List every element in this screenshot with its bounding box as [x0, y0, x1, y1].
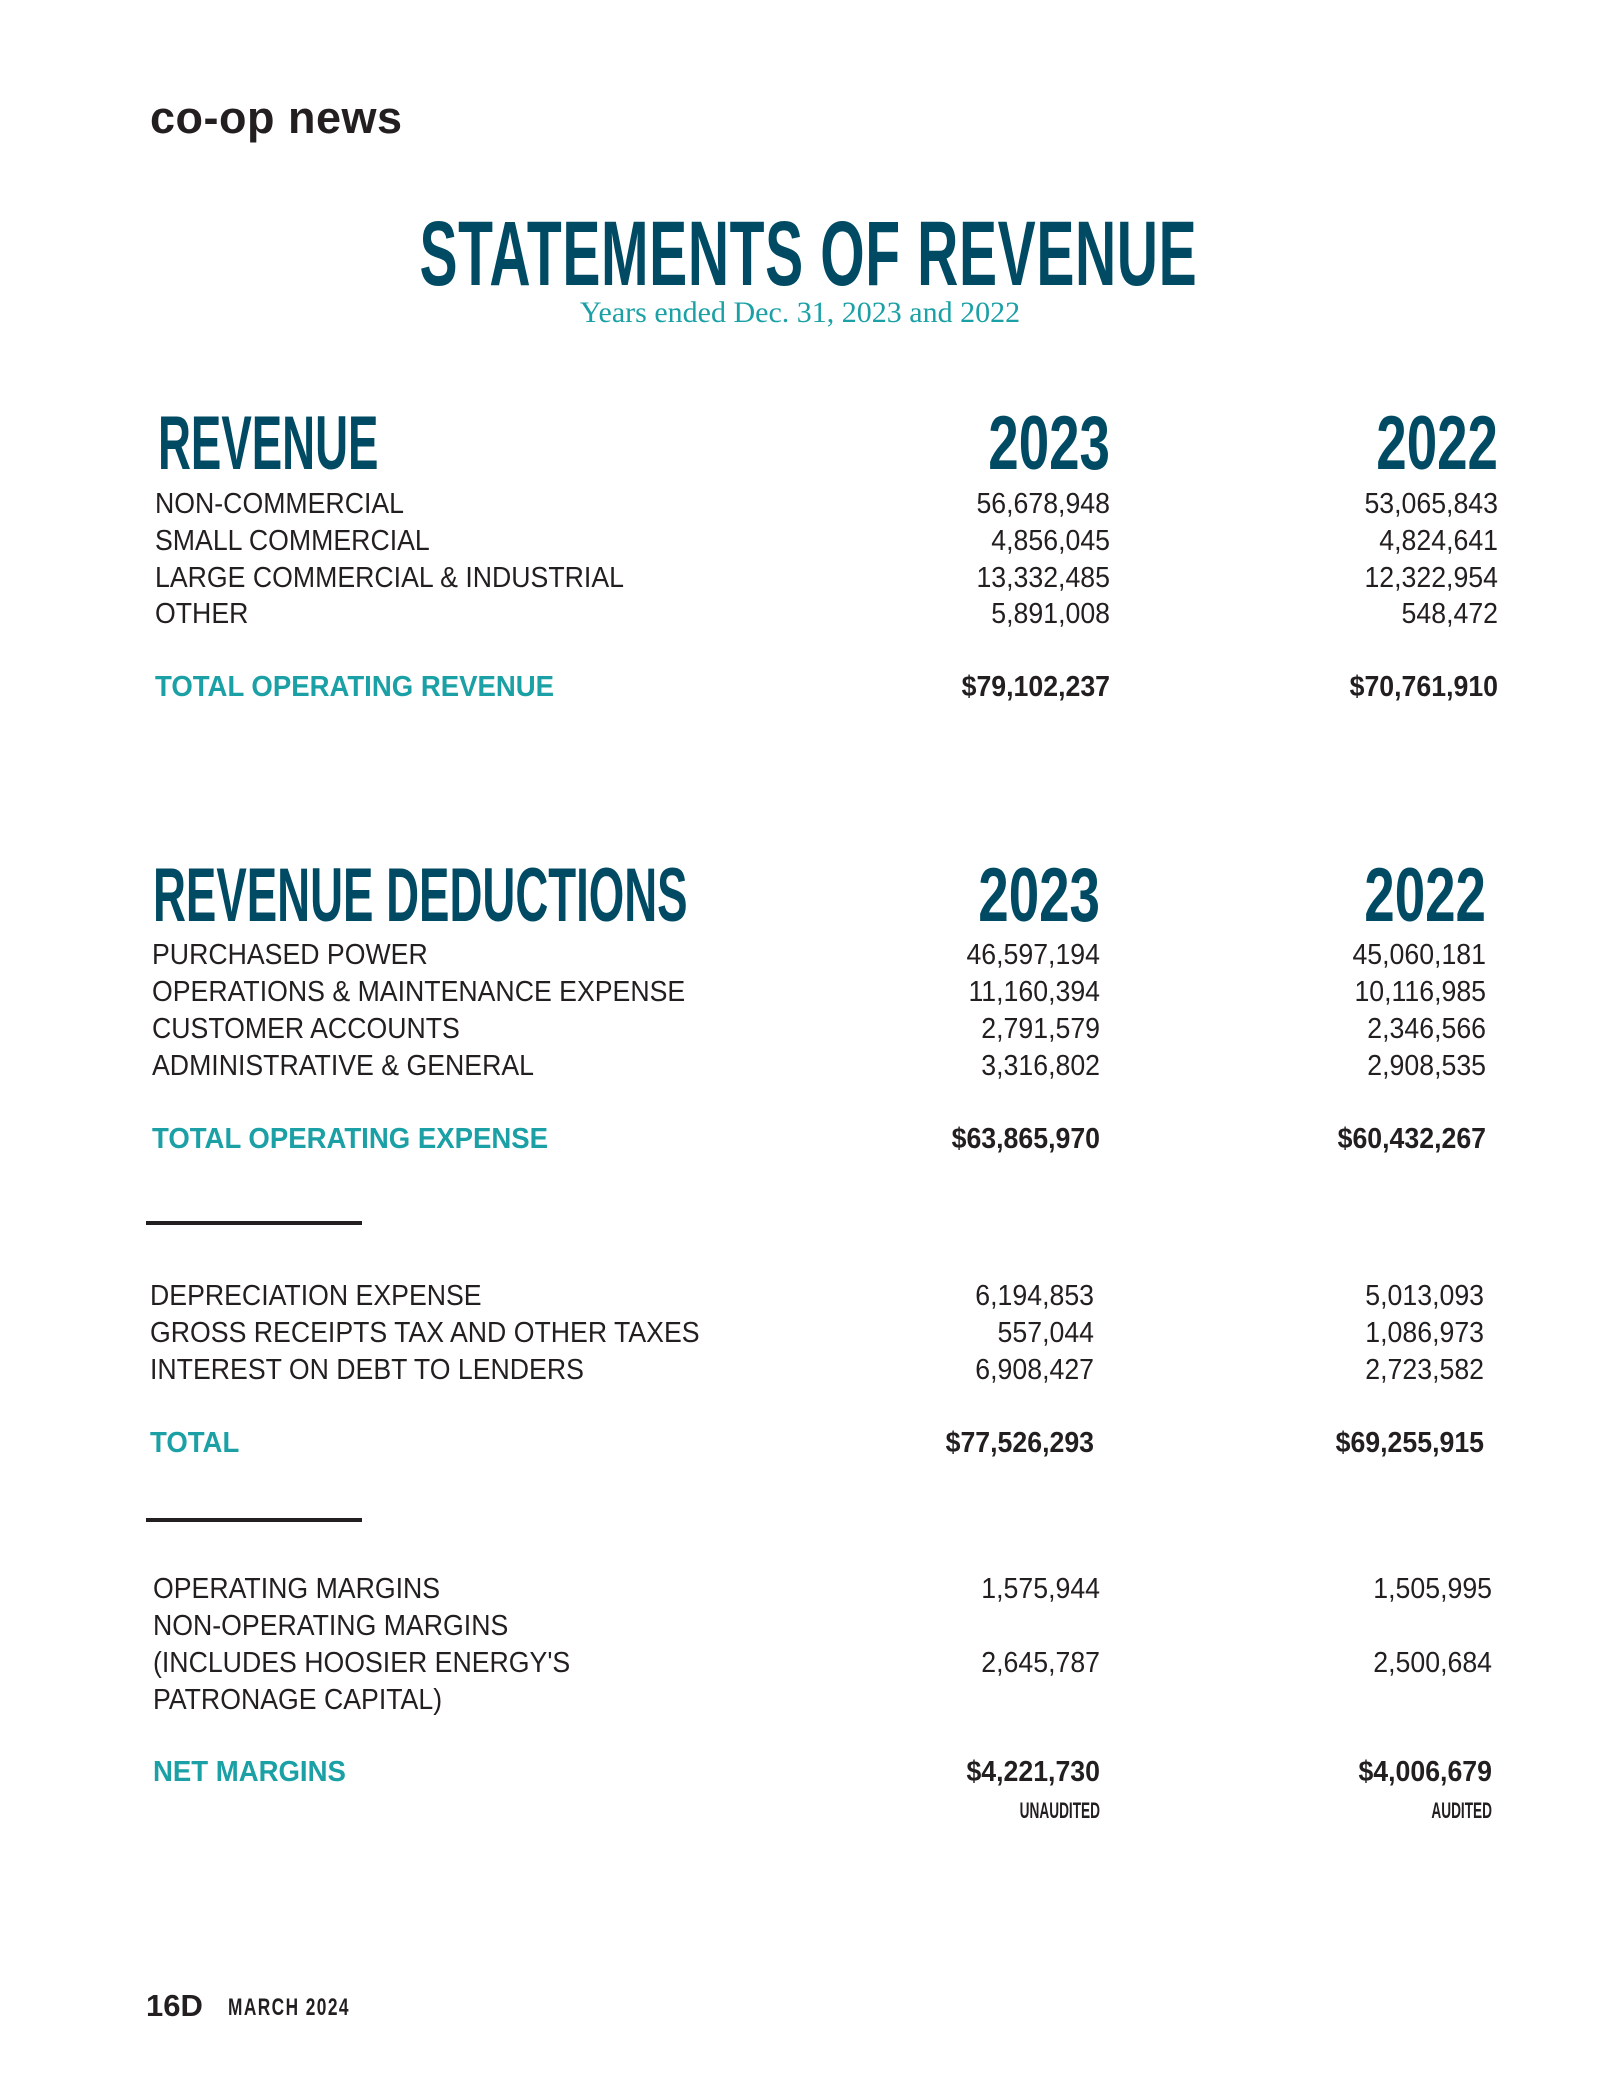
page-title: STATEMENTS OF REVENUE	[419, 203, 1198, 305]
row-value-2023: 56,678,948	[976, 488, 1110, 520]
row-value-2022: 2,908,535	[1367, 1050, 1486, 1082]
unaudited-note: UNAUDITED	[1019, 1798, 1100, 1823]
row-value-2023: 13,332,485	[976, 562, 1110, 594]
masthead: co-op news	[150, 92, 403, 143]
total-operating-revenue-label: TOTAL OPERATING REVENUE	[155, 671, 555, 703]
row-value-2022: 2,723,582	[1365, 1354, 1484, 1386]
total-2022: $69,255,915	[1335, 1427, 1484, 1459]
revenue-year-2022: 2022	[1376, 401, 1498, 486]
row-value-2023: 6,194,853	[975, 1280, 1094, 1312]
revenue-heading: REVENUE	[158, 401, 379, 486]
deductions-year-2023: 2023	[978, 853, 1100, 938]
operating-margins-2023: 1,575,944	[981, 1573, 1100, 1605]
page-number: 16D	[146, 1988, 203, 2023]
non-operating-margins-label-line2: (INCLUDES HOOSIER ENERGY'S	[153, 1647, 571, 1679]
total-operating-revenue-2022: $70,761,910	[1349, 671, 1498, 703]
operating-margins-label: OPERATING MARGINS	[153, 1573, 441, 1605]
audited-note: AUDITED	[1431, 1798, 1492, 1823]
deductions-year-2022: 2022	[1364, 853, 1486, 938]
row-value-2022: 10,116,985	[1354, 976, 1486, 1008]
row-value-2023: 5,891,008	[991, 598, 1110, 630]
issue-date: MARCH 2024	[228, 1994, 350, 2021]
row-value-2023: 4,856,045	[991, 525, 1110, 557]
total-operating-expense-2022: $60,432,267	[1337, 1123, 1486, 1155]
row-label: INTEREST ON DEBT TO LENDERS	[150, 1354, 584, 1386]
row-value-2022: 12,322,954	[1364, 562, 1498, 594]
row-value-2022: 5,013,093	[1365, 1280, 1484, 1312]
row-label: OPERATIONS & MAINTENANCE EXPENSE	[152, 976, 686, 1008]
section-divider	[146, 1221, 362, 1225]
operating-margins-2022: 1,505,995	[1373, 1573, 1492, 1605]
row-label: NON-COMMERCIAL	[155, 488, 405, 520]
row-value-2023: 2,791,579	[981, 1013, 1100, 1045]
deductions-heading: REVENUE DEDUCTIONS	[153, 853, 688, 938]
row-value-2022: 45,060,181	[1352, 939, 1486, 971]
non-operating-margins-2023: 2,645,787	[981, 1647, 1100, 1679]
row-value-2023: 11,160,394	[968, 976, 1100, 1008]
page-subtitle: Years ended Dec. 31, 2023 and 2022	[579, 296, 1021, 329]
row-value-2022: 4,824,641	[1379, 525, 1498, 557]
row-value-2023: 6,908,427	[975, 1354, 1094, 1386]
row-label: OTHER	[155, 598, 249, 630]
non-operating-margins-label-line3: PATRONAGE CAPITAL)	[153, 1684, 443, 1716]
net-margins-2022: $4,006,679	[1358, 1756, 1492, 1788]
row-label: ADMINISTRATIVE & GENERAL	[152, 1050, 535, 1082]
row-value-2022: 2,346,566	[1367, 1013, 1486, 1045]
row-value-2023: 46,597,194	[966, 939, 1100, 971]
row-value-2023: 3,316,802	[981, 1050, 1100, 1082]
section-divider	[146, 1518, 362, 1522]
row-value-2022: 1,086,973	[1365, 1317, 1484, 1349]
row-label: SMALL COMMERCIAL	[155, 525, 430, 557]
non-operating-margins-label: NON-OPERATING MARGINS	[153, 1610, 509, 1642]
row-label: PURCHASED POWER	[152, 939, 428, 971]
total-operating-expense-2023: $63,865,970	[951, 1123, 1100, 1155]
net-margins-2023: $4,221,730	[966, 1756, 1100, 1788]
row-label: LARGE COMMERCIAL & INDUSTRIAL	[155, 562, 624, 594]
total-label: TOTAL	[150, 1427, 240, 1459]
row-label: CUSTOMER ACCOUNTS	[152, 1013, 460, 1045]
row-label: GROSS RECEIPTS TAX AND OTHER TAXES	[150, 1317, 700, 1349]
total-operating-revenue-2023: $79,102,237	[961, 671, 1110, 703]
total-2023: $77,526,293	[945, 1427, 1094, 1459]
row-label: DEPRECIATION EXPENSE	[150, 1280, 482, 1312]
total-operating-expense-label: TOTAL OPERATING EXPENSE	[152, 1123, 548, 1155]
row-value-2022: 53,065,843	[1364, 488, 1498, 520]
net-margins-label: NET MARGINS	[153, 1756, 346, 1788]
non-operating-margins-2022: 2,500,684	[1373, 1647, 1492, 1679]
revenue-year-2023: 2023	[988, 401, 1110, 486]
row-value-2023: 557,044	[997, 1317, 1094, 1349]
row-value-2022: 548,472	[1401, 598, 1498, 630]
